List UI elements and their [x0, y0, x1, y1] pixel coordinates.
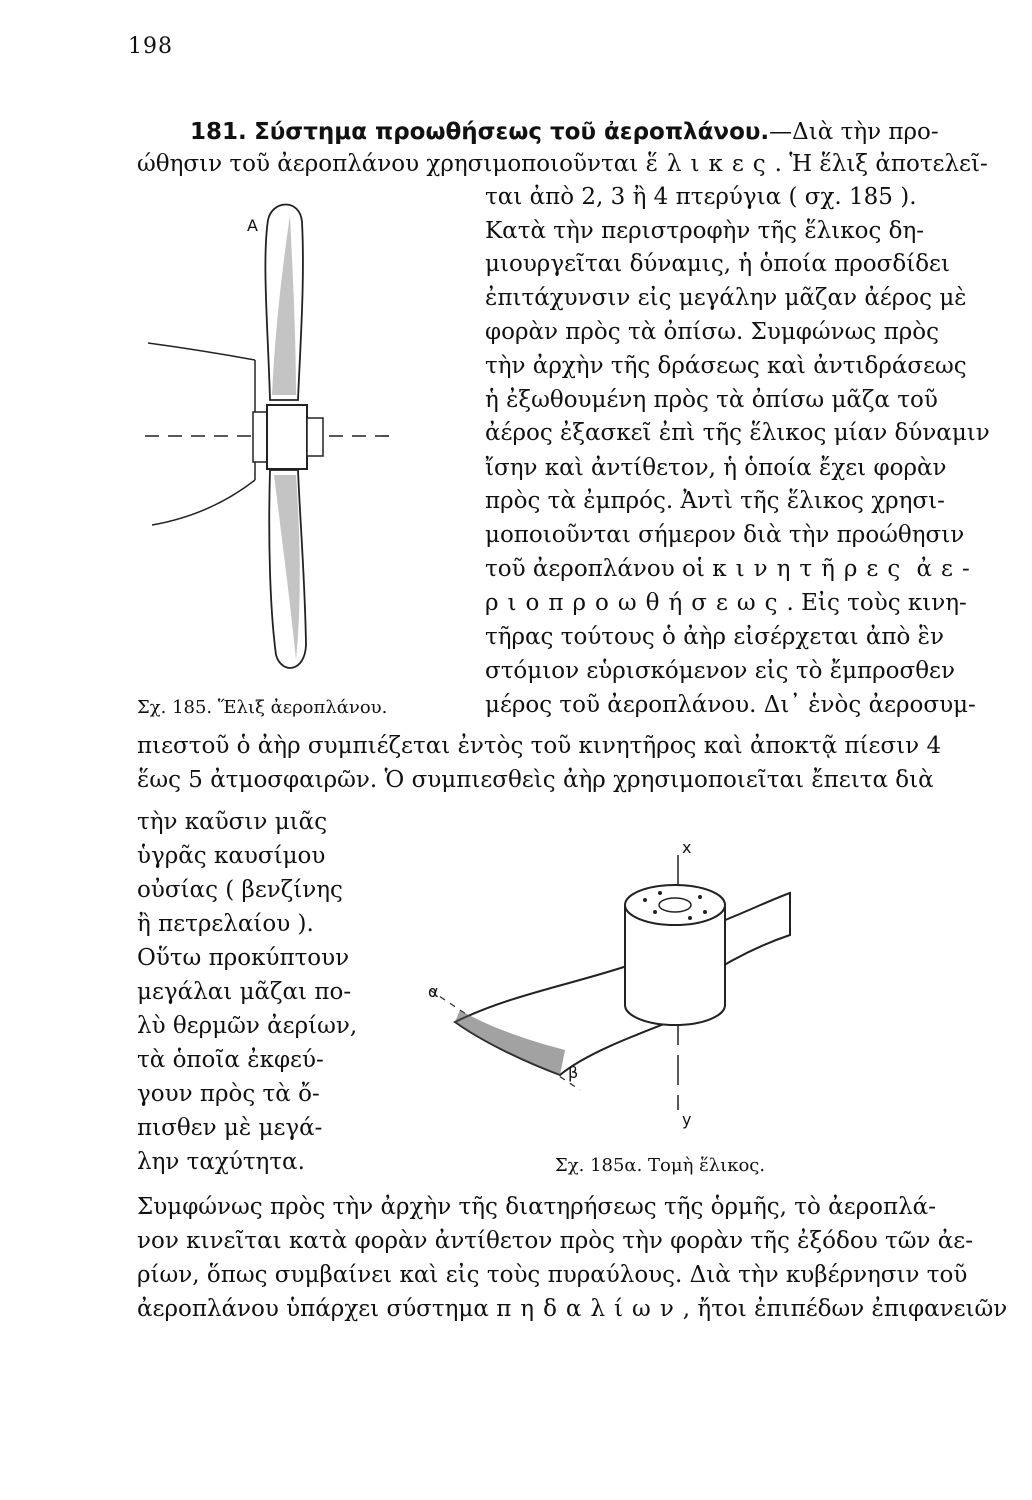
emphasis-term: πηδαλίων [496, 1296, 683, 1322]
paragraph-line: τὴν καῦσιν μιᾶς [137, 809, 328, 835]
paragraph-line: μεγάλαι μᾶζαι πο- [137, 979, 352, 1005]
label-a: A [247, 216, 258, 235]
propeller-figure [135, 195, 465, 685]
paragraph-line: ἡ ἐξωθουμένη πρὸς τὰ ὀπίσω μᾶζα τοῦ [485, 387, 938, 413]
paragraph-line: μιουργεῖται δύναμις, ἡ ὁποία προσδίδει [485, 251, 950, 277]
emphasis-term: ἕλικες [645, 151, 775, 177]
page-number: 198 [128, 34, 173, 59]
paragraph-line: ἢ πετρελαίου ). [137, 911, 314, 937]
label-beta: β [568, 1063, 579, 1082]
text-run: ώθησιν τοῦ ἀεροπλάνου χρησιμοποιοῦνται [137, 151, 639, 177]
paragraph-line: φορὰν πρὸς τὰ ὀπίσω. Συμφώνως πρὸς [485, 319, 939, 345]
section-number: 181. [190, 119, 247, 145]
text-run: —Διὰ τὴν προ- [769, 119, 939, 145]
paragraph-line [190, 121, 939, 144]
label-y: y [682, 1110, 692, 1129]
paragraph-line: πιεστοῦ ὁ ἀὴρ συμπιέζεται ἐντὸς τοῦ κινητῆρος καὶ ἀποκτᾷ πίεσιν 4 [137, 733, 942, 759]
emphasis-term: ριοπροωθήσεως [485, 590, 787, 616]
text-run: . Ἡ ἕλιξ ἀποτελεῖ- [774, 151, 988, 177]
paragraph-line: ἴσην καὶ ἀντίθετον, ἡ ὁποία ἔχει φορὰν [485, 455, 947, 481]
paragraph-line [485, 558, 979, 581]
paragraph-line: ρίων, ὅπως συμβαίνει καὶ εἰς τοὺς πυραύλους. Διὰ τὴν κυβέρνησιν τοῦ [137, 1262, 968, 1288]
text-run: ἀεροπλάνου ὑπάρχει σύστημα [137, 1296, 489, 1322]
paragraph-line: τὰ ὁποῖα ἐκφεύ- [137, 1047, 324, 1073]
text-run: , ἤτοι ἐπιπέδων ἐπιφανειῶν [682, 1296, 1008, 1322]
paragraph-line: Κατὰ τὴν περιστροφὴν τῆς ἕλικος δη- [485, 218, 925, 244]
paragraph-line: μοποιοῦνται σήμερον διὰ τὴν προώθησιν [485, 522, 965, 548]
label-alpha: α [428, 982, 439, 1001]
paragraph-line: τῆρας τούτους ὁ ἀὴρ εἰσέρχεται ἀπὸ ἓν [485, 624, 944, 650]
paragraph-line: γουν πρὸς τὰ ὄ- [137, 1081, 320, 1107]
paragraph-line: στόμιον εὑρισκόμενον εἰς τὸ ἔμπροσθεν [485, 658, 955, 684]
paragraph-line: μέρος τοῦ ἀεροπλάνου. Δι᾽ ἑνὸς ἀεροσυμ- [485, 692, 976, 718]
paragraph-line [485, 592, 967, 615]
propeller-section-figure [410, 840, 790, 1130]
paragraph-line: Οὕτω προκύπτουν [137, 945, 350, 971]
emphasis-term: κινητῆρες [712, 556, 910, 582]
figure-caption: Σχ. 185. Ἕλιξ ἀεροπλάνου. [137, 697, 388, 718]
text-run: . Εἰς τοὺς κινη- [786, 590, 967, 616]
paragraph-line [137, 153, 988, 176]
label-x: x [682, 838, 692, 857]
paragraph-line: πρὸς τὰ ἐμπρός. Ἀντὶ τῆς ἕλικος χρησι- [485, 488, 945, 514]
paragraph-line: λὺ θερμῶν ἀερίων, [137, 1013, 358, 1039]
paragraph-line: Συμφώνως πρὸς τὴν ἀρχὴν τῆς διατηρήσεως τῆς ὁρμῆς, τὸ ἀεροπλά- [137, 1194, 936, 1220]
paragraph-line: ἀέρος ἐξασκεῖ ἐπὶ τῆς ἕλικος μίαν δύναμιν [485, 420, 990, 446]
paragraph-line: ὑγρᾶς καυσίμου [137, 843, 326, 869]
text-run: τοῦ ἀεροπλάνου οἱ [485, 556, 705, 582]
paragraph-line: οὐσίας ( βενζίνης [137, 877, 343, 903]
paragraph-line: ται ἀπὸ 2, 3 ἢ 4 πτερύγια ( σχ. 185 ). [485, 184, 917, 210]
paragraph-line: τὴν ἀρχὴν τῆς δράσεως καὶ ἀντιδράσεως [485, 353, 967, 379]
paragraph-line: νον κινεῖται κατὰ φορὰν ἀντίθετον πρὸς τὴν φορὰν τῆς ἐξόδου τῶν ἀε- [137, 1228, 973, 1254]
emphasis-term: ἀε- [916, 556, 979, 582]
paragraph-line: πισθεν μὲ μεγά- [137, 1115, 323, 1141]
figure-caption: Σχ. 185α. Τομὴ ἕλικος. [555, 1155, 766, 1176]
paragraph-line: ἐπιτάχυνσιν εἰς μεγάλην μᾶζαν ἀέρος μὲ [485, 285, 967, 311]
paragraph-line: ἕως 5 ἀτμοσφαιρῶν. Ὁ συμπιεσθεὶς ἀὴρ χρησιμοποιεῖται ἔπειτα διὰ [137, 767, 934, 793]
paragraph-line: λην ταχύτητα. [137, 1149, 305, 1175]
paragraph-line [137, 1298, 1007, 1321]
section-title: Σύστημα προωθήσεως τοῦ ἀεροπλάνου. [254, 119, 770, 145]
